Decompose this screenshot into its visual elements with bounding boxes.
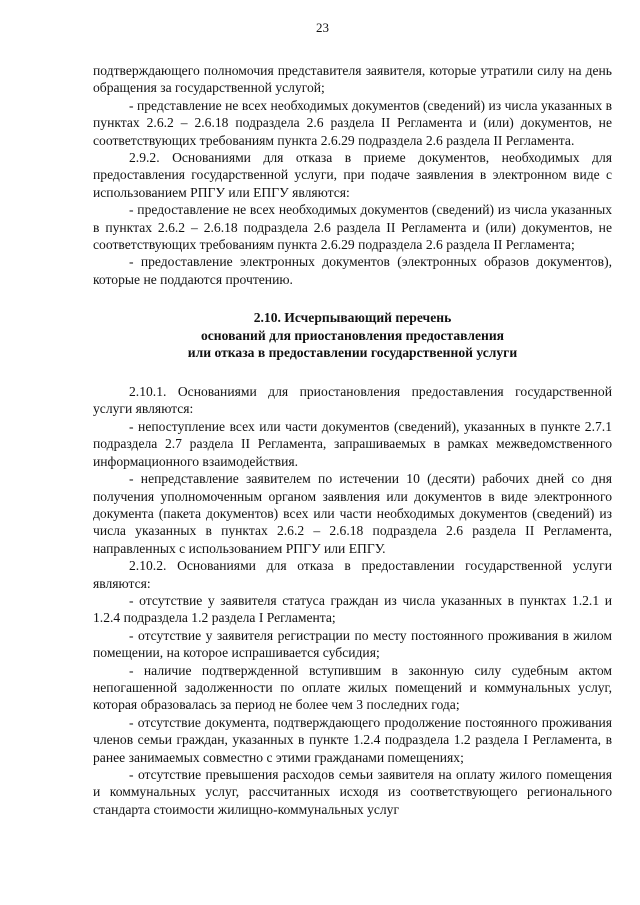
paragraph-no-excess-expenses: - отсутствие превышения расходов семьи заявителя на оплату жилого помещения и коммунальных услуг, рассчитанных исходя из соответствующего регионального стандарта стоимости жилищно-коммунальных услуг (93, 767, 612, 817)
paragraph-2-9-2: 2.9.2. Основаниями для отказа в приеме документов, необходимых для предоставления государственной услуги, при подаче заявления в электронном виде с использованием РПГУ или ЕПГУ являются: (93, 150, 612, 200)
paragraph-continuation: подтверждающего полномочия представителя заявителя, которые утратили силу на день обращения за государственной услугой; (93, 63, 612, 96)
heading-line-3: или отказа в предоставлении государственной услуги (187, 345, 518, 361)
paragraph-debt: - наличие подтвержденной вступившим в законную силу судебным актом непогашенной задолженности по оплате жилых помещений и коммунальных услуг, которая образовалась за период не более чем 3 последних года; (93, 662, 612, 713)
paragraph-no-residence-document: - отсутствие документа, подтверждающего продолжение постоянного проживания членов семьи граждан, указанных в пункте 1.2.4 подраздела 1.2 раздела I Регламента, в ранее занимаемых совместно с этими гражданами помещениях; (93, 714, 612, 765)
paragraph-non-receipt: - непоступление всех или части документов (сведений), указанных в пункте 2.7.1 подраздела 2.7 раздела II Регламента, запрашиваемых в рамках межведомственного информационного взаимодействия. (93, 418, 612, 469)
paragraph-2-10-2: 2.10.2. Основаниями для отказа в предоставлении государственной услуги являются: (93, 558, 612, 591)
paragraph-no-status: - отсутствие у заявителя статуса граждан из числа указанных в пунктах 1.2.1 и 1.2.4 подраздела 1.2 раздела I Регламента; (93, 592, 612, 626)
paragraph-electronic-incomplete: - предоставление не всех необходимых документов (сведений) из числа указанных в пунктах 2.6.2 – 2.6.18 подраздела 2.6 раздела II Регламента и (или) документов, не соответствующих требованиям пункта 2.6.29 подраздела 2.6 раздела II Регламента; (93, 202, 612, 253)
paragraph-incomplete-documents: - представление не всех необходимых документов (сведений) из числа указанных в пунктах 2.6.2 – 2.6.18 подраздела 2.6 раздела II Регламента и (или) документов, не соответствующих требованиям пункта 2.6.29 подраздела 2.6 раздела II Регламента. (93, 97, 612, 148)
document-body (93, 62, 612, 818)
paragraph-unreadable-documents: - предоставление электронных документов (электронных образов документов), которые не поддаются прочтению. (93, 254, 612, 287)
heading-line-2: оснований для приостановления предоставления (200, 327, 505, 343)
paragraph-no-registration: - отсутствие у заявителя регистрации по месту постоянного проживания в жилом помещении, на которое испрашивается субсидия; (93, 627, 612, 661)
section-heading-2-10 (93, 309, 612, 362)
paragraph-non-submission: - непредставление заявителем по истечении 10 (десяти) рабочих дней со дня получения уполномоченным органом заявления или документов в виде электронного документа (пакета документов) всех или части необходимых документов (сведений) из числа указанных в пунктах 2.6.2 – 2.6.18 подраздела 2.6 раздела II Регламента, направленных с использованием РПГУ или ЕПГУ. (93, 471, 612, 556)
page-number: 23 (316, 20, 329, 35)
heading-line-1: 2.10. Исчерпывающий перечень (253, 310, 452, 326)
paragraph-2-10-1: 2.10.1. Основаниями для приостановления предоставления государственной услуги являются: (93, 384, 612, 417)
